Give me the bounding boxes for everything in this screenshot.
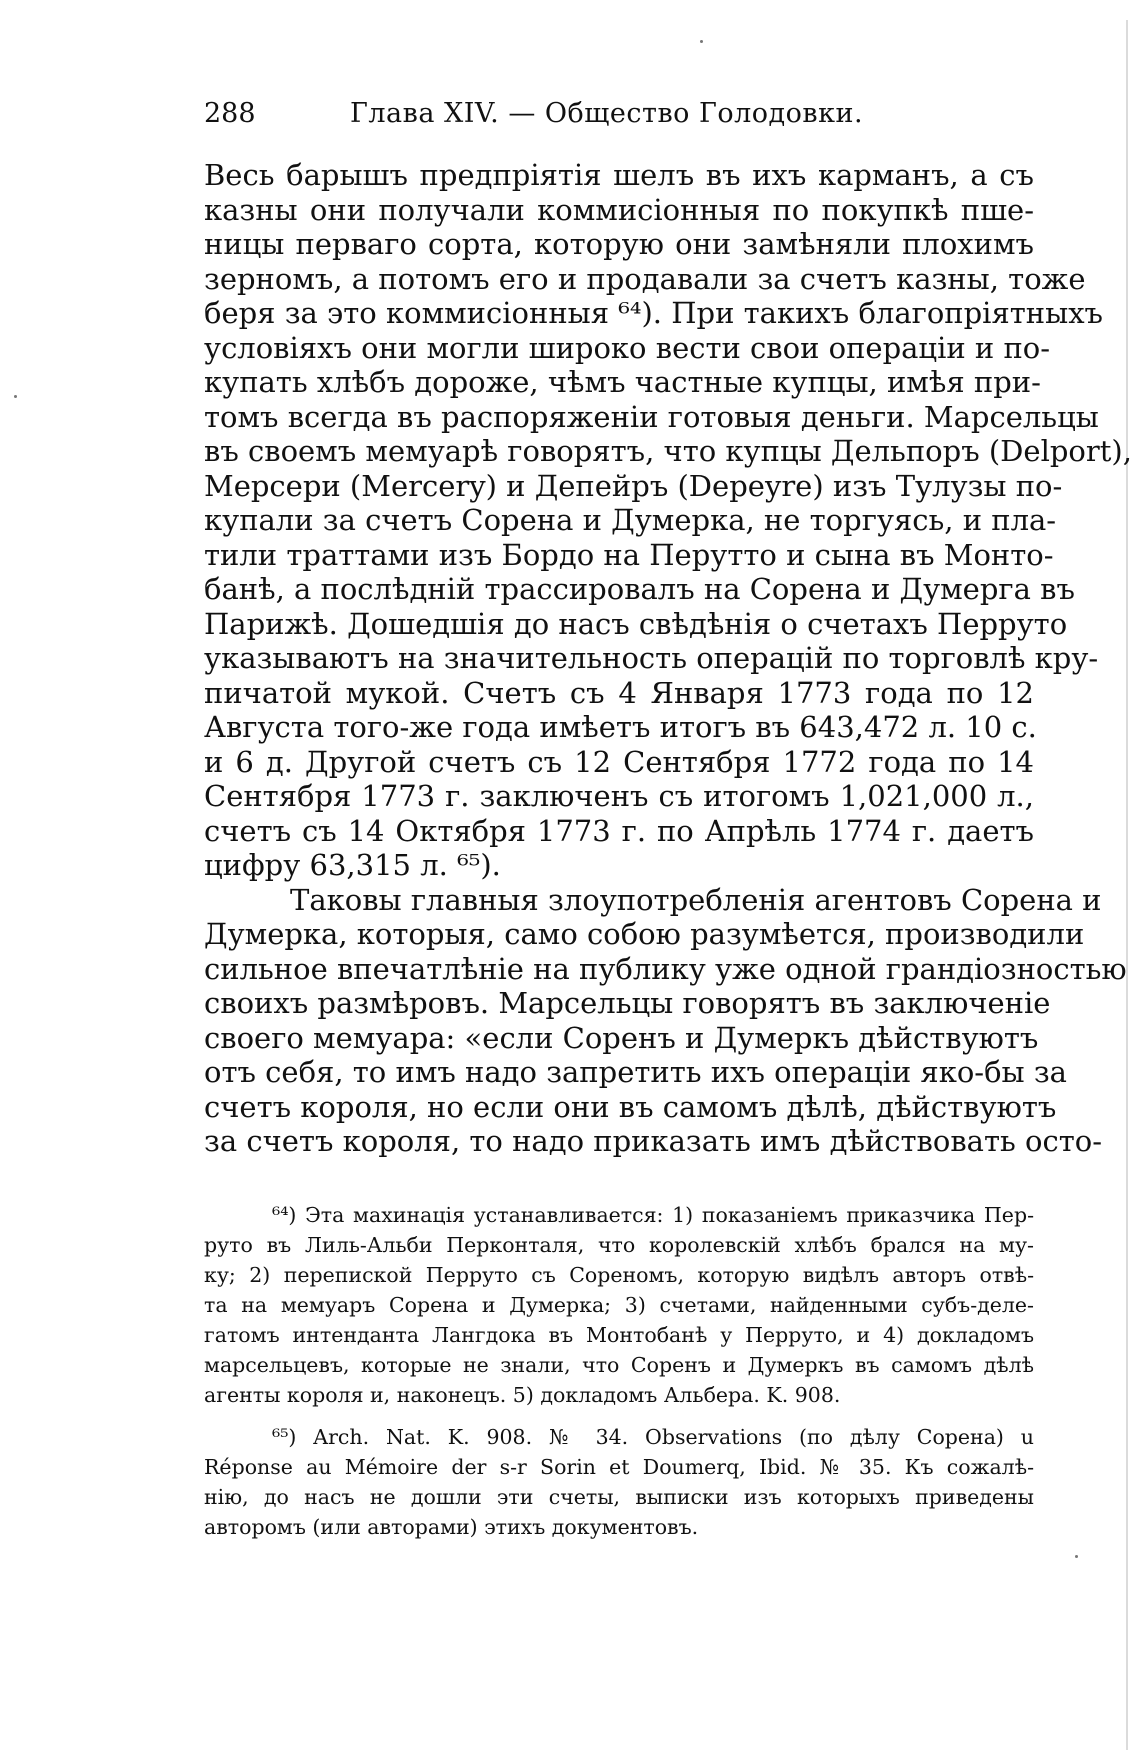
text-line: цифру 63,315 л. ⁶⁵). (204, 848, 501, 882)
text-line: счетъ съ 14 Октября 1773 г. по Апрѣль 1774 г. даетъ (204, 813, 1034, 848)
footnote-64-line: руто въ Лиль-Альби Перконталя, что королевскій хлѣбъ брался на му- (204, 1233, 1034, 1257)
text-line: тили траттами изъ Бордо на Перутто и сына въ Монто- (204, 537, 1054, 572)
footnote-65-line: ⁶⁵) Arch. Nat. K. 908. № 34. Observations (по дѣлу Сорена) u (272, 1425, 1034, 1449)
text-line: отъ себя, то имъ надо запретить ихъ операціи яко-бы за (204, 1055, 1067, 1089)
text-line: Думерка, которыя, само собою разумѣется, производили (204, 917, 1085, 951)
text-line: купали за счетъ Сорена и Думерка, не торгуясь, и пла- (204, 503, 1057, 537)
footnote-64-line: ⁶⁴) Эта махинація устанавливается: 1) показаніемъ приказчика Пер- (272, 1203, 1034, 1227)
text-line: счетъ короля, но если они въ самомъ дѣлѣ, дѣйствуютъ (204, 1089, 1057, 1124)
page-edge-shadow (1126, 20, 1128, 1750)
text-line: своего мемуара: «если Соренъ и Думеркъ дѣйствуютъ (204, 1020, 1039, 1055)
text-line: зерномъ, а потомъ его и продавали за счетъ казны, тоже (204, 261, 1086, 296)
text-line: сильное впечатлѣніе на публику уже одной грандіозностью (204, 951, 1127, 986)
paragraph-first-line: Таковы главныя злоупотребленія агентовъ Сорена и (290, 882, 1102, 917)
text-line: указываютъ на значительность операцій по торговлѣ кру- (204, 641, 1099, 675)
print-speck (700, 40, 703, 43)
text-line: за счетъ короля, то надо приказать имъ дѣйствовать осто- (204, 1124, 1103, 1158)
footnote-65-line: нію, до насъ не дошли эти счеты, выписки изъ которыхъ приведены (204, 1485, 1034, 1509)
text-line: купать хлѣбъ дороже, чѣмъ частные купцы, имѣя при- (204, 365, 1041, 399)
text-line: Августа того-же года имѣетъ итогъ въ 643,472 л. 10 с. (204, 710, 1037, 744)
footnote-65-line: авторомъ (или авторами) этихъ документовъ. (204, 1515, 699, 1539)
text-line: условіяхъ они могли широко вести свои операціи и по- (204, 330, 1051, 365)
text-line: Сентября 1773 г. заключенъ съ итогомъ 1,021,000 л., (204, 779, 1034, 813)
text-line: въ своемъ мемуарѣ говорятъ, что купцы Дельпоръ (Delport), (204, 434, 1132, 468)
footnote-65-line: Réponse au Mémoire der s-r Sorin et Doumerq, Ibid. № 35. Къ сожалѣ- (204, 1455, 1034, 1479)
footnotes (204, 1200, 1034, 1542)
text-line: Мерсери (Mercery) и Депейръ (Depeyre) изъ Тулузы по- (204, 468, 1063, 503)
footnote-64-line: марсельцевъ, которые не знали, что Соренъ и Думеркъ въ самомъ дѣлѣ (204, 1353, 1034, 1377)
page-number: 288 (204, 98, 256, 129)
text-line: банѣ, а послѣдній трассировалъ на Сорена и Думерга въ (204, 572, 1075, 606)
text-line: беря за это коммисіонныя ⁶⁴). При такихъ благопріятныхъ (204, 296, 1103, 330)
text-line: казны они получали коммисіонныя по покупкѣ пше- (204, 192, 1034, 227)
text-line: томъ всегда въ распоряженіи готовыя деньги. Марсельцы (204, 399, 1099, 434)
print-speck (14, 395, 17, 398)
text-line: Парижѣ. Дошедшія до насъ свѣдѣнія о счетахъ Перруто (204, 606, 1068, 641)
footnote-64-line: ку; 2) перепиской Перруто съ Сореномъ, которую видѣлъ авторъ отвѣ- (204, 1263, 1034, 1287)
running-head (204, 97, 869, 131)
footnote-separator (204, 1410, 1034, 1422)
footnote-64-line: та на мемуаръ Сорена и Думерка; 3) счетами, найденными субъ-деле- (204, 1293, 1034, 1317)
running-title: Глава XIV. — Общество Голодовки. (350, 98, 864, 129)
footnote-64-line: агенты короля и, наконецъ. 5) докладомъ Альбера. K. 908. (204, 1383, 841, 1407)
main-text (204, 158, 1132, 1159)
text-line: своихъ размѣровъ. Марсельцы говорятъ въ заключеніе (204, 986, 1051, 1020)
text-line: и 6 д. Другой счетъ съ 12 Сентября 1772 года по 14 (204, 744, 1034, 779)
text-line: Весь барышъ предпріятія шелъ въ ихъ карманъ, а съ (204, 158, 1034, 192)
text-line: пичатой мукой. Счетъ съ 4 Января 1773 года по 12 (204, 675, 1034, 710)
print-speck (1075, 1555, 1078, 1558)
footnote-64-line: гатомъ интенданта Лангдока въ Монтобанѣ у Перруто, и 4) докладомъ (204, 1323, 1034, 1347)
text-line: ницы перваго сорта, которую они замѣняли плохимъ (204, 227, 1034, 261)
